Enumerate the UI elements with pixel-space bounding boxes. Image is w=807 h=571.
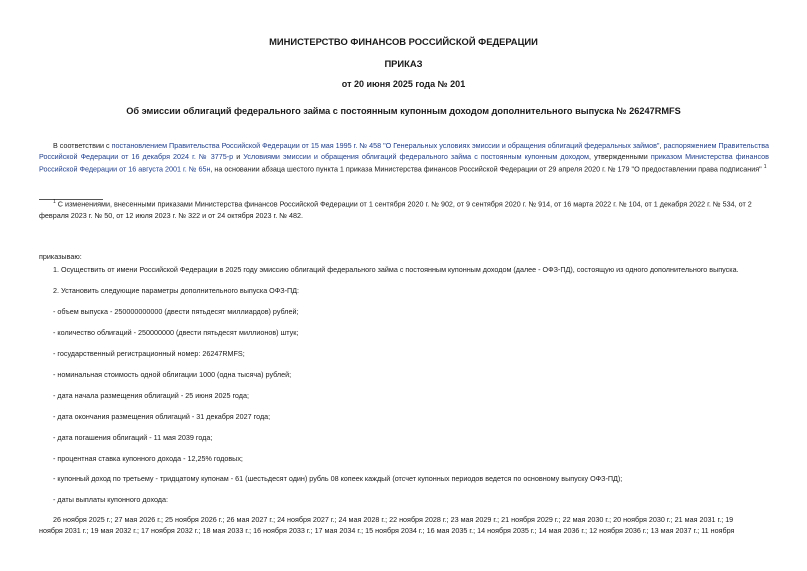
param-placement-start: - дата начала размещения облигаций - 25 июня 2025 года; [53, 391, 249, 400]
order-word: приказываю: [39, 252, 82, 261]
coupon-dates-line-2: ноября 2031 г.; 19 мая 2032 г.; 17 ноября 2032 г.; 18 мая 2033 г.; 16 ноября 2033 г.; 17 мая 2034 г.; 15 ноября 2034 г.; 16 мая 2035 г.; 14 ноября 2035 г.; 14 мая 2036 г.; 12 ноября 2036 г.; 13 мая 2037 г.; 11 ноября [39, 526, 735, 535]
footnote-reference[interactable]: 1 [763, 164, 767, 171]
param-coupon-dates-label: - даты выплаты купонного дохода: [53, 495, 168, 504]
preamble-text-1: В соответствии с [53, 141, 112, 150]
param-maturity-date: - дата погашения облигаций - 11 мая 2039 года; [53, 433, 213, 442]
param-placement-end: - дата окончания размещения облигаций - 31 декабря 2027 года; [53, 412, 271, 421]
item-2: 2. Установить следующие параметры дополнительного выпуска ОФЗ-ПД: [53, 286, 300, 295]
preamble-text-5: , на основании абзаца шестого пункта 1 приказа Министерства финансов Российской Федерации от 29 апреля 2020 г. № 179 "О предоставлении права подписания" [210, 164, 762, 174]
ministry-heading: МИНИСТЕРСТВО ФИНАНСОВ РОССИЙСКОЙ ФЕДЕРАЦИИ [269, 36, 538, 47]
footnote-text-1: С изменениями, внесенными приказами Министерства финансов Российской Федерации от 1 сентября 2020 г. № 902, от 9 сентября 2020 г. № 914, от 16 марта 2022 г. № 104, от 1 декабря 2022 г. № 534, от 2 [57, 199, 752, 209]
preamble-paragraph [39, 140, 769, 175]
param-registration-number: - государственный регистрационный номер: 26247RMFS; [53, 349, 245, 358]
footnote-marker: 1 [53, 199, 56, 205]
param-bond-count: - количество облигаций - 250000000 (двести пятьдесят миллионов) штук; [53, 328, 299, 337]
link-issue-conditions[interactable]: Условиями эмиссии и обращения облигаций федерального займа с постоянным купонным доходом [243, 152, 589, 162]
footnote-line-1 [39, 199, 752, 208]
param-coupon-rate: - процентная ставка купонного дохода - 12,25% годовых; [53, 454, 243, 463]
preamble-text-3: и [233, 152, 244, 162]
document-date-number: от 20 июня 2025 года № 201 [341, 79, 466, 89]
coupon-dates-line-1: 26 ноября 2025 г.; 27 мая 2026 г.; 25 ноября 2026 г.; 26 мая 2027 г.; 24 ноября 2027 г.; 24 мая 2028 г.; 22 ноября 2028 г.; 23 мая 2029 г.; 21 ноября 2029 г.; 22 мая 2030 г.; 20 ноября 2030 г.; 21 мая 2031 г.; 19 [53, 515, 734, 524]
item-1: 1. Осуществить от имени Российской Федерации в 2025 году эмиссию облигаций федерального займа с постоянным купонным доходом (далее - ОФЗ-ПД), состоящую из одного дополнительного выпуска. [53, 265, 739, 274]
preamble-text-4: , утвержденными [589, 152, 651, 162]
param-nominal-value: - номинальная стоимость одной облигации 1000 (одна тысяча) рублей; [53, 370, 292, 379]
link-government-decree-458[interactable]: постановлением Правительства Российской Федерации от 15 мая 1995 г. № 458 "О Генеральных условиях эмиссии и обращения облигаций федеральных займов" [111, 141, 660, 150]
preamble-text-2: , [659, 141, 664, 150]
document-title: Об эмиссии облигаций федерального займа с постоянным купонным доходом дополнительного выпуска № 26247RMFS [126, 106, 681, 116]
link-minfin-order-65n[interactable]: приказом Министерства финансов Российской Федерации от 16 августа 2001 г. № 65н [39, 152, 769, 174]
document-type: ПРИКАЗ [384, 58, 423, 69]
param-issue-volume: - объем выпуска - 250000000000 (двести пятьдесят миллиардов) рублей; [53, 307, 299, 316]
link-government-order-3775r[interactable]: распоряжением Правительства Российской Федерации от 16 декабря 2024 г. № 3775-р [39, 141, 769, 162]
footnote-line-2: февраля 2023 г. № 50, от 12 июля 2023 г. № 322 и от 24 октября 2023 г. № 482. [39, 211, 303, 220]
param-coupon-income: - купонный доход по третьему - тридцатому купонам - 61 (шестьдесят один) рубль 08 копеек каждый (отсчет купонных периодов ведется по основному выпуску ОФЗ-ПД); [53, 474, 623, 483]
